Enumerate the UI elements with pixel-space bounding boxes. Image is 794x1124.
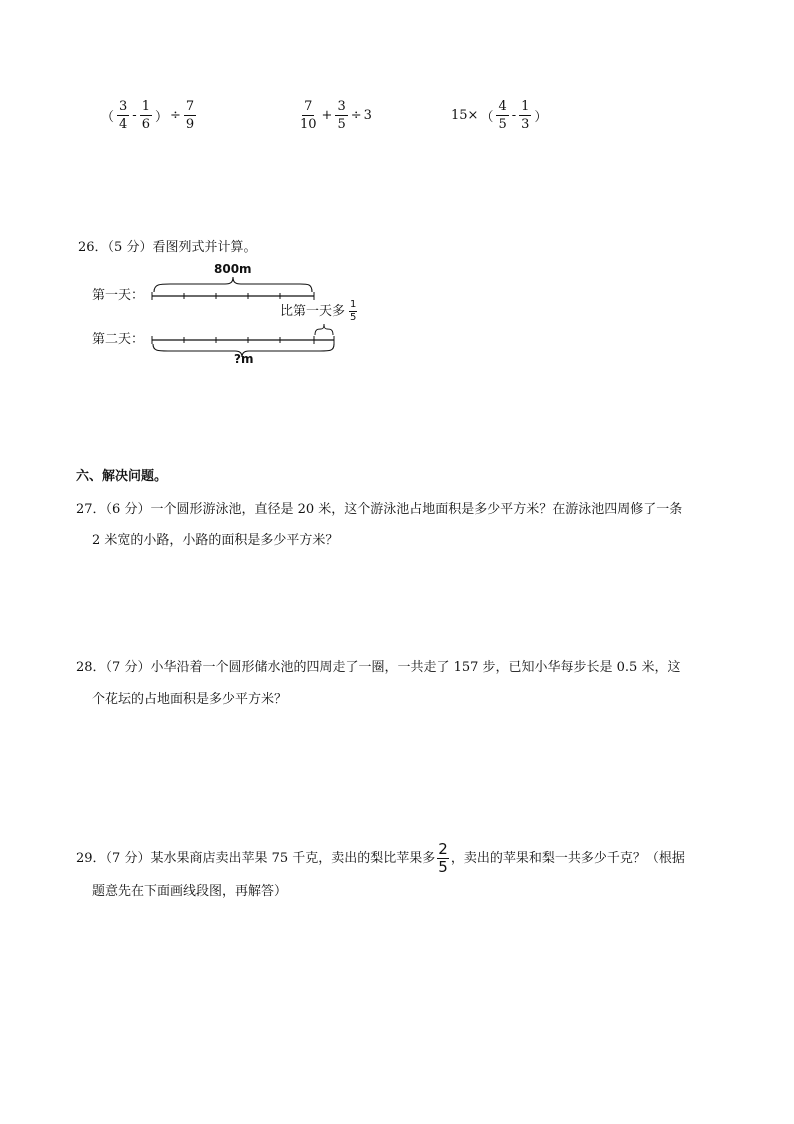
fraction: $\frac{3}{4}$: [119, 99, 128, 132]
plus-sign: +: [321, 108, 333, 123]
top-brace: [154, 277, 312, 292]
paren-close: ）: [534, 110, 548, 125]
minus-sign: -: [132, 108, 137, 123]
paren-open: （: [101, 110, 115, 125]
bottom-brace: [153, 344, 334, 357]
divide-sign: ÷: [170, 108, 181, 123]
more-label: 比第一天多 $\frac{1}{5}$: [280, 299, 357, 323]
question-29-line1: 29．（7 分）某水果商店卖出苹果 75 千克，卖出的梨比苹果多 $\frac{2}{5}$ ，卖出的苹果和梨一共多少千克？（根据: [76, 840, 685, 876]
fraction: $\frac{1}{6}$: [141, 99, 150, 132]
fraction: $\frac{4}{5}$: [498, 99, 507, 132]
question-26: 26．（5 分）看图列式并计算。: [78, 240, 257, 255]
question-28-line2: 个花坛的占地面积是多少平方米？: [92, 692, 288, 707]
question-28-line1: 28．（7 分）小华沿着一个圆形储水池的四周走了一圈，一共走了 157 步，已知小华每步长是 0.5 米，这: [76, 660, 681, 675]
fraction: $\frac{3}{5}$: [337, 99, 346, 132]
paren-open: （: [480, 110, 494, 125]
section-6-title: 六、解决问题。: [76, 469, 168, 484]
line-segment-diagram: [90, 262, 372, 366]
fraction: $\frac{7}{9}$: [185, 99, 195, 132]
question-27-line1: 27．（6 分）一个圆形游泳池，直径是 20 米，这个游泳池占地面积是多少平方米？在游泳池四周修了一条: [76, 502, 683, 517]
expression-3: [450, 100, 548, 131]
divide-sign: ÷: [350, 108, 362, 123]
paren-close: ）: [154, 110, 168, 125]
diagram-lines: [90, 262, 372, 366]
minus-sign: -: [511, 108, 517, 123]
day2-label: 第二天：: [92, 332, 145, 347]
bottom-value-label: ?m: [234, 352, 254, 366]
day1-label: 第一天：: [92, 288, 145, 303]
question-29-line2: 题意先在下面画线段图，再解答）: [92, 884, 288, 899]
question-27-line2: 2 米宽的小路，小路的面积是多少平方米？: [92, 533, 339, 548]
fraction: $\frac{7}{10}$: [300, 99, 317, 132]
fraction: $\frac{1}{5}$: [350, 299, 357, 323]
fraction: $\frac{1}{3}$: [521, 99, 530, 132]
top-value-label: 800m: [214, 262, 252, 276]
expression-1: [100, 100, 198, 131]
extra-brace: [315, 324, 333, 335]
number: 3: [363, 108, 372, 123]
expression-2: [296, 100, 373, 131]
multiplier: 15×: [451, 108, 479, 123]
fraction: $\frac{2}{5}$: [438, 840, 448, 876]
